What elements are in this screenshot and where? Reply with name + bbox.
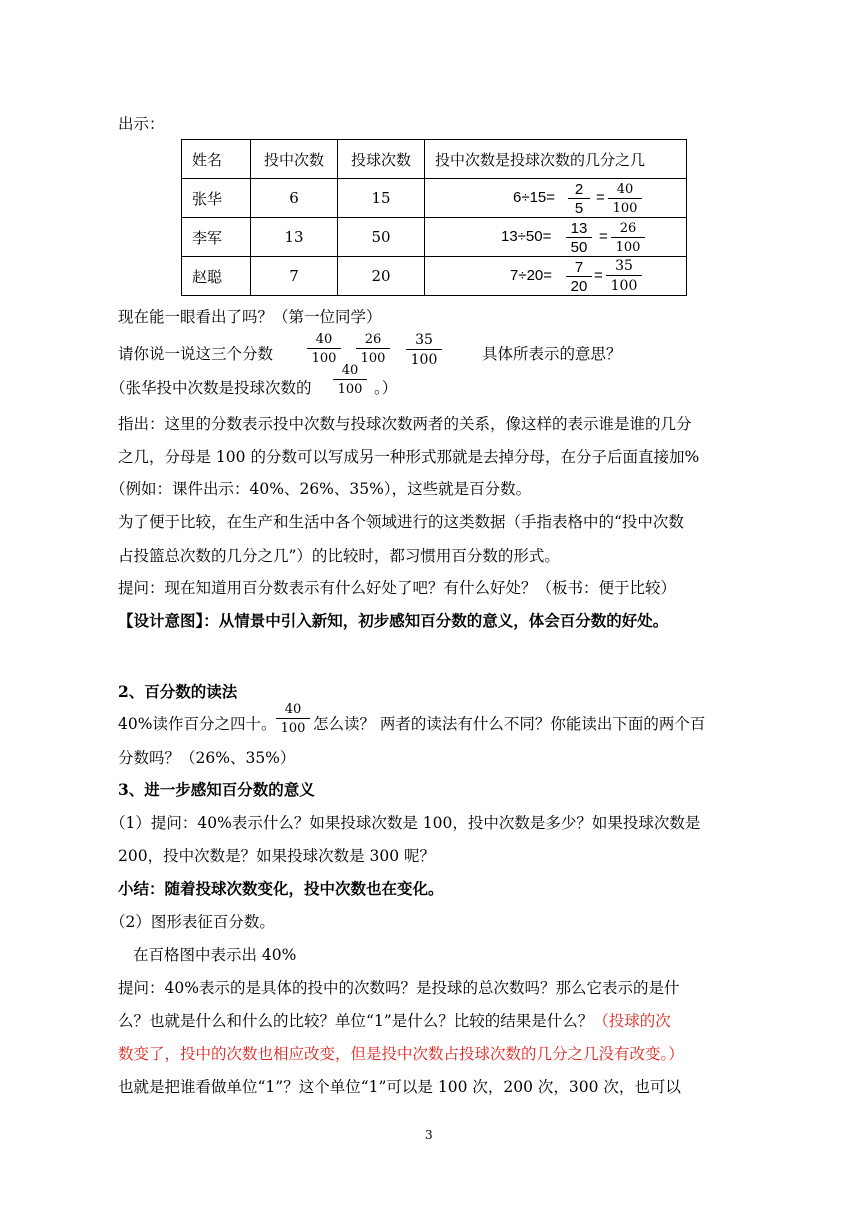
cell-name: 李军 (182, 218, 251, 257)
answer-prefix: （张华投中次数是投球次数的 (110, 379, 312, 397)
header-fraction: 投中次数是投球次数的几分之几 (425, 140, 687, 179)
header-shots: 投球次数 (338, 140, 425, 179)
fraction-simplified: $\frac{7}{20}$ (566, 260, 592, 294)
question-text: 么？也就是什么和什么的比较？单位“1”是什么？比较的结果是什么？ (118, 1012, 594, 1030)
cell-hits: 13 (251, 218, 338, 257)
paragraph-line: 200，投中次数是？如果投球次数是 300 呢？ (118, 847, 436, 865)
intro-label: 出示： (118, 115, 165, 133)
fraction-40-100: $\frac{40}{100}$ (333, 364, 367, 396)
paragraph-line (118, 1009, 671, 1031)
section-heading: 3、进一步感知百分数的意义 (118, 780, 315, 799)
cell-name: 张华 (182, 179, 251, 218)
paragraph-line: （1）提问：40%表示什么？如果投球次数是 100，投中次数是多少？如果投球次数是 (110, 814, 701, 832)
table-row (182, 257, 687, 296)
table-row (182, 218, 687, 257)
fraction-hundredths: $\frac{35}{100}$ (606, 259, 642, 293)
cell-hits: 7 (251, 257, 338, 296)
paragraph-line: （例如：课件出示：40%、26%、35%），这些就是百分数。 (110, 480, 532, 498)
paragraph-line: 提问：40%表示的是具体的投中的次数吗？是投球的总次数吗？那么它表示的是什 (118, 979, 680, 997)
answer-suffix: 。） (374, 379, 398, 397)
cell-expression (425, 257, 687, 296)
question-line: 现在能一眼看出了吗？（第一位同学） (118, 308, 382, 326)
paragraph-line: 为了便于比较，在生产和生活中各个领域进行的这类数据（手指表格中的“投中次数 (118, 513, 684, 531)
fraction-40-100: $\frac{40}{100}$ (307, 333, 341, 365)
fraction-hundredths: $\frac{26}{100}$ (611, 222, 645, 254)
header-hits: 投中次数 (251, 140, 338, 179)
division-expression: 6÷15= (513, 189, 556, 206)
division-expression: 13÷50= (501, 228, 552, 245)
paragraph-line: （2）图形表征百分数。 (110, 913, 275, 931)
fraction-simplified: $\frac{2}{5}$ (568, 182, 590, 216)
section-heading: 2、百分数的读法 (118, 682, 238, 701)
paragraph-line: 也就是把谁看做单位“1”？这个单位“1”可以是 100 次，200 次，300 次，也可以 (118, 1078, 681, 1096)
paragraph-line: 在百格图中表示出 40% (133, 946, 297, 964)
fraction-26-100: $\frac{26}{100}$ (356, 333, 390, 365)
division-expression: 7÷20= (510, 267, 553, 284)
highlighted-answer: （投球的次 (593, 1012, 671, 1030)
equals-sign: = (596, 189, 605, 206)
score-table (181, 139, 687, 296)
question-prefix: 请你说一说这三个分数 (118, 345, 274, 363)
question-suffix: 具体所表示的意思？ (482, 345, 622, 363)
summary-line: 小结：随着投球次数变化，投中次数也在变化。 (118, 879, 444, 898)
page-number: 3 (425, 1128, 433, 1142)
reading-prefix: 40%读作百分之四十。 (118, 715, 277, 733)
fraction-35-100: $\frac{35}{100}$ (406, 333, 442, 367)
paragraph-line: 占投篮总次数的几分之几”）的比较时，都习惯用百分数的形式。 (118, 547, 560, 565)
cell-shots: 15 (338, 179, 425, 218)
cell-expression (425, 179, 687, 218)
design-intent: 【设计意图】：从情景中引入新知，初步感知百分数的意义，体会百分数的好处。 (118, 611, 669, 630)
highlighted-answer: 数变了，投中的次数也相应改变，但是投中次数占投球次数的几分之几没有改变。） (118, 1045, 684, 1063)
equals-sign: = (594, 267, 603, 284)
fraction-40-100: $\frac{40}{100}$ (276, 703, 310, 735)
paragraph-line: 指出：这里的分数表示投中次数与投球次数两者的关系，像这样的表示谁是谁的几分 (118, 415, 692, 433)
cell-shots: 20 (338, 257, 425, 296)
cell-shots: 50 (338, 218, 425, 257)
cell-name: 赵聪 (182, 257, 251, 296)
paragraph-line: 分数吗？（26%、35%） (118, 749, 296, 767)
fraction-simplified: $\frac{13}{50}$ (566, 221, 592, 255)
reading-suffix: 怎么读？ 两者的读法有什么不同？你能读出下面的两个百 (313, 715, 706, 733)
cell-expression (425, 218, 687, 257)
header-name: 姓名 (182, 140, 251, 179)
table-row (182, 179, 687, 218)
cell-hits: 6 (251, 179, 338, 218)
paragraph-line: 提问：现在知道用百分数表示有什么好处了吧？有什么好处？（板书：便于比较） (118, 579, 677, 597)
table-header-row (182, 140, 687, 179)
paragraph-line: 之几，分母是 100 的分数可以写成另一种形式那就是去掉分母，在分子后面直接加% (118, 448, 700, 466)
fraction-hundredths: $\frac{40}{100}$ (608, 183, 642, 215)
equals-sign: = (599, 228, 608, 245)
